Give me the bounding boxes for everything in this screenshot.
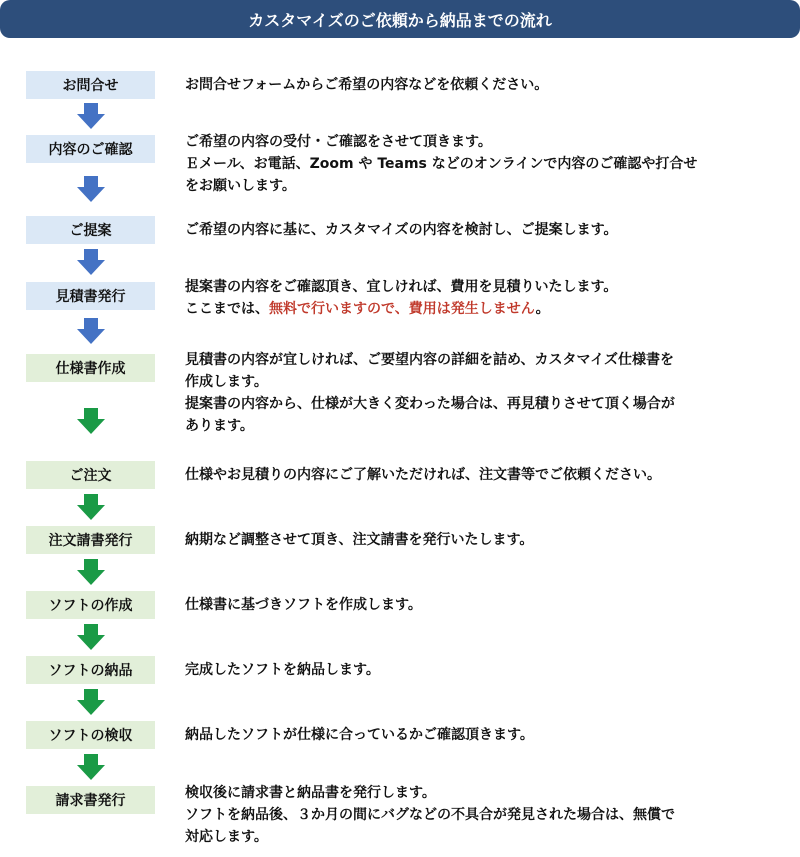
description-line: 作成します。 [185, 374, 268, 390]
down-arrow-icon [77, 176, 105, 202]
free-note-prefix: ここまでは、 [185, 301, 269, 317]
step-specification-description [185, 349, 785, 437]
description-line: ご希望の内容に基に、カスタマイズの内容を検討し、ご提案します。 [185, 222, 618, 238]
step-content-confirmation: 内容のご確認 [26, 135, 155, 163]
description-line: 対応します。 [185, 829, 268, 845]
description-line: お問合せフォームからご希望の内容などを依頼ください。 [185, 77, 549, 93]
down-arrow-icon [77, 494, 105, 520]
description-line [185, 298, 785, 320]
step-proposal: ご提案 [26, 216, 155, 244]
down-arrow-icon [77, 754, 105, 780]
description-line: 納品したソフトが仕様に合っているかご確認頂きます。 [185, 727, 534, 743]
description-line: 仕様やお見積りの内容にご了解いただければ、注文書等でご依頼ください。 [185, 467, 661, 483]
step-specification: 仕様書作成 [26, 354, 155, 382]
step-invoice: 請求書発行 [26, 786, 155, 814]
step-software-development-description [185, 594, 785, 616]
down-arrow-icon [77, 559, 105, 585]
step-order: ご注文 [26, 461, 155, 489]
free-note-suffix: 。 [535, 301, 550, 317]
step-proposal-description [185, 219, 785, 241]
down-arrow-icon [77, 689, 105, 715]
step-inquiry: お問合せ [26, 71, 155, 99]
description-line: 提案書の内容から、仕様が大きく変わった場合は、再見積りさせて頂く場合が [185, 396, 675, 412]
step-software-delivery-description [185, 659, 785, 681]
description-line: 仕様書に基づきソフトを作成します。 [185, 597, 422, 613]
down-arrow-icon [77, 249, 105, 275]
down-arrow-icon [77, 408, 105, 434]
step-quotation-description [185, 276, 785, 320]
down-arrow-icon [77, 318, 105, 344]
description-line: 納期など調整させて頂き、注文請書を発行いたします。 [185, 532, 534, 548]
description-line: あります。 [185, 418, 254, 434]
step-order-acknowledgement-description [185, 529, 785, 551]
down-arrow-icon [77, 624, 105, 650]
description-line: 検収後に請求書と納品書を発行します。 [185, 785, 436, 801]
step-invoice-description [185, 782, 785, 848]
step-order-acknowledgement: 注文請書発行 [26, 526, 155, 554]
page-title: カスタマイズのご依頼から納品までの流れ [0, 0, 800, 38]
description-line: ソフトを納品後、３か月の間にバグなどの不具合が発見された場合は、無償で [185, 807, 675, 823]
step-software-development: ソフトの作成 [26, 591, 155, 619]
description-line: ご希望の内容の受付・ご確認をさせて頂きます。 [185, 134, 492, 150]
step-acceptance-inspection-description [185, 724, 785, 746]
step-content-confirmation-description [185, 131, 785, 197]
description-line: をお願いします。 [185, 178, 296, 194]
down-arrow-icon [77, 103, 105, 129]
free-note-highlight: 無料で行いますので、費用は発生しません [269, 301, 536, 317]
step-acceptance-inspection: ソフトの検収 [26, 721, 155, 749]
description-line: Ｅメール、お電話、Zoom や Teams などのオンラインで内容のご確認や打合せ [185, 156, 698, 172]
step-quotation: 見積書発行 [26, 282, 155, 310]
step-inquiry-description [185, 74, 785, 96]
description-line: 見積書の内容が宜しければ、ご要望内容の詳細を詰め、カスタマイズ仕様書を [185, 352, 675, 368]
description-line: 完成したソフトを納品します。 [185, 662, 380, 678]
step-order-description [185, 464, 785, 486]
description-line: 提案書の内容をご確認頂き、宜しければ、費用を見積りいたします。 [185, 279, 618, 295]
step-software-delivery: ソフトの納品 [26, 656, 155, 684]
